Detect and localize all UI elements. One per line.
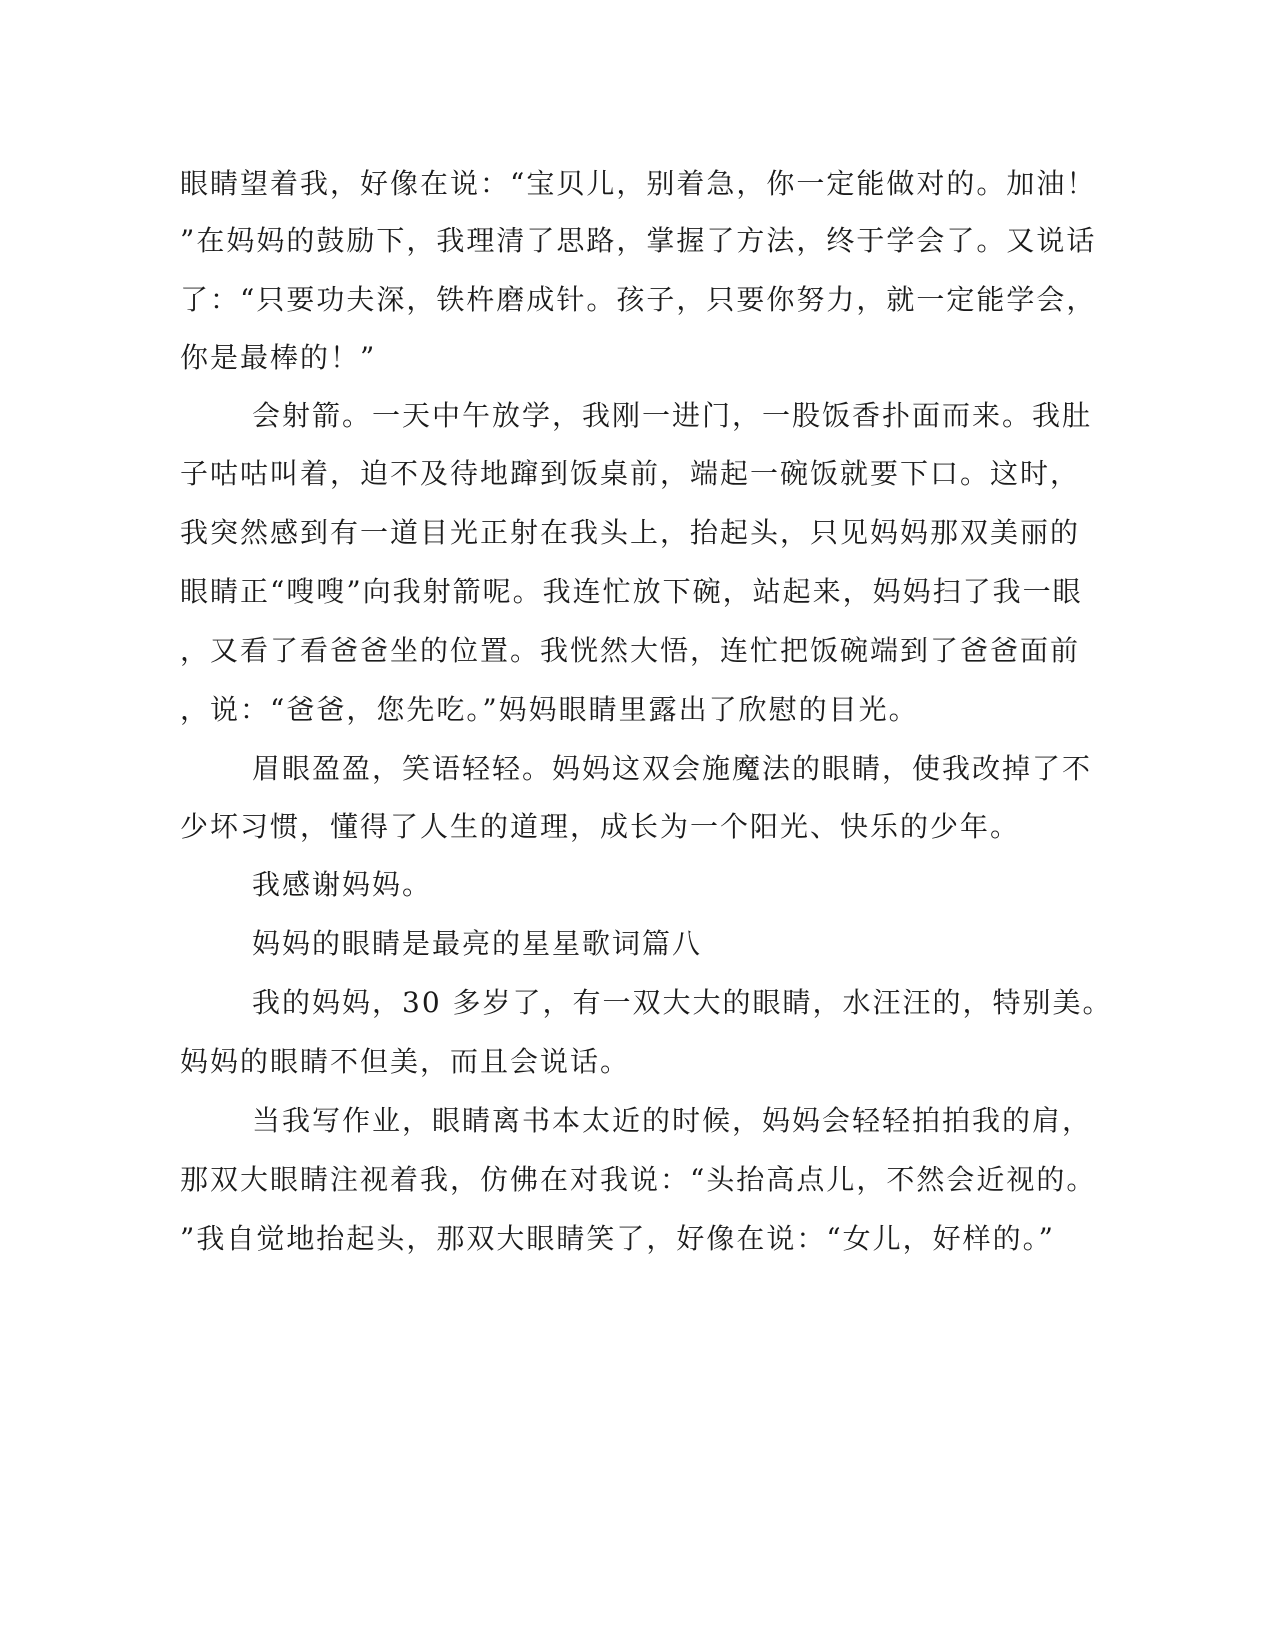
text-line: 你是最棒的！” [180, 341, 377, 374]
paragraph-first-line: 我感谢妈妈。 [252, 868, 433, 901]
paragraph-first-line: 我的妈妈，30 多岁了，有一双大大的眼睛，水汪汪的，特别美。 [252, 986, 1113, 1019]
paragraph-first-line: 眉眼盈盈，笑语轻轻。妈妈这双会施魔法的眼睛，使我改掉了不 [252, 752, 1093, 785]
text-line: 少坏习惯，懂得了人生的道理，成长为一个阳光、快乐的少年。 [180, 810, 1021, 843]
text-line: 眼睛望着我，好像在说：“宝贝儿，别着急，你一定能做对的。加油！ [180, 167, 1097, 200]
text-line: 妈妈的眼睛不但美，而且会说话。 [180, 1045, 631, 1078]
text-line: ”我自觉地抬起头，那双大眼睛笑了，好像在说：“女儿，好样的。” [180, 1222, 1055, 1255]
text-line: 眼睛正“嗖嗖”向我射箭呢。我连忙放下碗，站起来，妈妈扫了我一眼 [180, 575, 1083, 608]
text-line: 子咕咕叫着，迫不及待地蹿到饭桌前，端起一碗饭就要下口。这时， [180, 457, 1081, 490]
text-line: 那双大眼睛注视着我，仿佛在对我说：“头抬高点儿，不然会近视的。 [180, 1163, 1097, 1196]
text-line: 了：“只要功夫深，铁杵磨成针。孩子，只要你努力，就一定能学会， [180, 283, 1097, 316]
paragraph-first-line: 会射箭。一天中午放学，我刚一进门，一股饭香扑面而来。我肚 [252, 399, 1093, 432]
section-heading: 妈妈的眼睛是最亮的星星歌词篇八 [252, 927, 703, 960]
paragraph-first-line: 当我写作业，眼睛离书本太近的时候，妈妈会轻轻拍拍我的肩， [252, 1104, 1093, 1137]
text-line: ”在妈妈的鼓励下，我理清了思路，掌握了方法，终于学会了。又说话 [180, 224, 1097, 257]
text-line: 我突然感到有一道目光正射在我头上，抬起头，只见妈妈那双美丽的 [180, 516, 1081, 549]
text-line: ，说：“爸爸，您先吃。”妈妈眼睛里露出了欣慰的目光。 [180, 693, 919, 726]
text-line: ，又看了看爸爸坐的位置。我恍然大悟，连忙把饭碗端到了爸爸面前 [180, 634, 1081, 667]
